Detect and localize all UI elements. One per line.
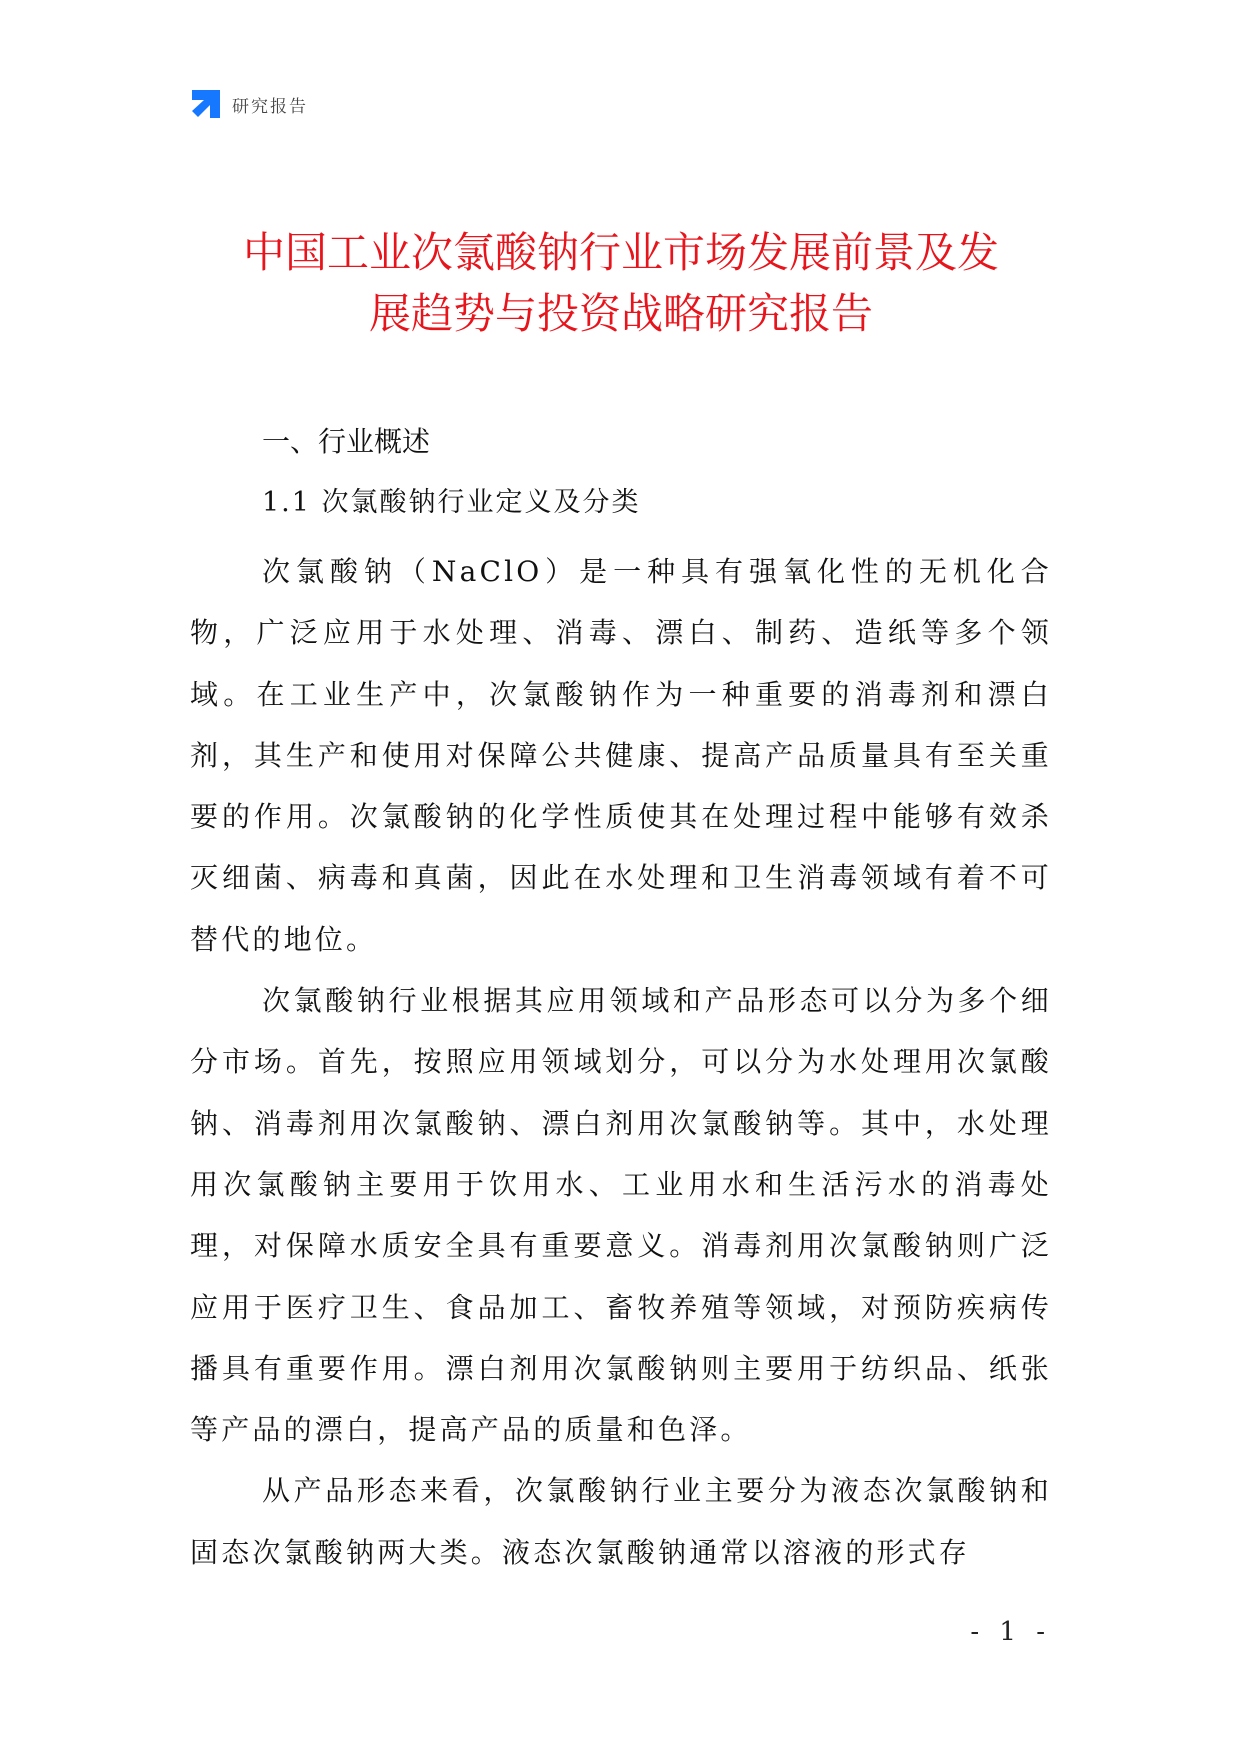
title-line-2: 展趋势与投资战略研究报告 — [368, 289, 873, 338]
arrow-up-right-icon — [190, 88, 222, 120]
paragraph-1: 次氯酸钠（NaClO）是一种具有强氧化性的无机化合物，广泛应用于水处理、消毒、漂白、制药、造纸等多个领域。在工业生产中，次氯酸钠作为一种重要的消毒剂和漂白剂，其生产和使用对保障公共健康、提高产品质量具有至关重要的作用。次氯酸钠的化学性质使其在处理过程中能够有效杀灭细菌、病毒和真菌，因此在水处理和卫生消毒领域有着不可替代的地位。 — [190, 555, 1052, 956]
header-label: 研究报告 — [232, 96, 308, 117]
report-header — [190, 88, 308, 120]
page-number: - 1 - — [970, 1617, 1051, 1647]
section-heading: 一、行业概述 — [262, 425, 431, 458]
paragraph-3: 从产品形态来看，次氯酸钠行业主要分为液态次氯酸钠和固态次氯酸钠两大类。液态次氯酸钠通常以溶液的形式存 — [190, 1474, 1052, 1569]
title-line-1: 中国工业次氯酸钠行业市场发展前景及发 — [242, 228, 999, 277]
document-title — [190, 222, 1052, 344]
paragraph-2: 次氯酸钠行业根据其应用领域和产品形态可以分为多个细分市场。首先，按照应用领域划分，可以分为水处理用次氯酸钠、消毒剂用次氯酸钠、漂白剂用次氯酸钠等。其中，水处理用次氯酸钠主要用于饮用水、工业用水和生活污水的消毒处理，对保障水质安全具有重要意义。消毒剂用次氯酸钠则广泛应用于医疗卫生、食品加工、畜牧养殖等领域，对预防疾病传播具有重要作用。漂白剂用次氯酸钠则主要用于纺织品、纸张等产品的漂白，提高产品的质量和色泽。 — [190, 984, 1052, 1447]
subsection-heading: 1.1 次氯酸钠行业定义及分类 — [262, 487, 641, 518]
body-text — [190, 541, 1052, 1583]
